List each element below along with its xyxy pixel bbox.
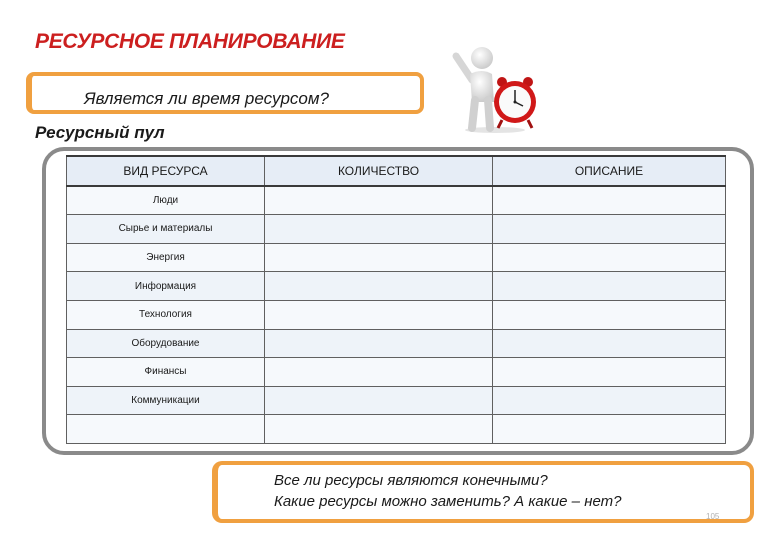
column-header: КОЛИЧЕСТВО bbox=[265, 156, 493, 186]
table-row bbox=[67, 243, 726, 272]
quantity-cell bbox=[265, 243, 493, 272]
table-row bbox=[67, 300, 726, 329]
question-box-top bbox=[26, 72, 424, 114]
resource-type-cell bbox=[67, 415, 265, 444]
quantity-cell bbox=[265, 215, 493, 244]
page-title: РЕСУРСНОЕ ПЛАНИРОВАНИЕ bbox=[35, 30, 345, 53]
section-subtitle: Ресурсный пул bbox=[35, 123, 165, 142]
description-cell bbox=[493, 386, 726, 415]
description-cell bbox=[493, 243, 726, 272]
resource-type-cell: Оборудование bbox=[67, 329, 265, 358]
quantity-cell bbox=[265, 415, 493, 444]
description-cell bbox=[493, 358, 726, 387]
resource-type-cell: Коммуникации bbox=[67, 386, 265, 415]
quantity-cell bbox=[265, 300, 493, 329]
resource-type-cell: Сырье и материалы bbox=[67, 215, 265, 244]
description-cell bbox=[493, 215, 726, 244]
quantity-cell bbox=[265, 186, 493, 215]
description-cell bbox=[493, 415, 726, 444]
quantity-cell bbox=[265, 272, 493, 301]
description-cell bbox=[493, 186, 726, 215]
table-header-row bbox=[67, 156, 726, 186]
person-with-clock-icon bbox=[450, 42, 540, 134]
quantity-cell bbox=[265, 386, 493, 415]
question-box-bottom bbox=[212, 461, 754, 523]
description-cell bbox=[493, 272, 726, 301]
description-cell bbox=[493, 300, 726, 329]
table-row bbox=[67, 272, 726, 301]
resource-type-cell: Энергия bbox=[67, 243, 265, 272]
page-number: 105 bbox=[706, 512, 720, 521]
quantity-cell bbox=[265, 358, 493, 387]
column-header: ОПИСАНИЕ bbox=[493, 156, 726, 186]
quantity-cell bbox=[265, 329, 493, 358]
question-text: Какие ресурсы можно заменить? А какие – нет? bbox=[274, 493, 622, 510]
table-row bbox=[67, 415, 726, 444]
description-cell bbox=[493, 329, 726, 358]
resource-type-cell: Люди bbox=[67, 186, 265, 215]
question-text: Все ли ресурсы являются конечными? bbox=[274, 472, 548, 489]
table-row bbox=[67, 186, 726, 215]
resource-type-cell: Информация bbox=[67, 272, 265, 301]
table-row bbox=[67, 329, 726, 358]
table-row bbox=[67, 358, 726, 387]
table-row bbox=[67, 215, 726, 244]
column-header: ВИД РЕСУРСА bbox=[67, 156, 265, 186]
resource-type-cell: Финансы bbox=[67, 358, 265, 387]
question-text: Является ли время ресурсом? bbox=[84, 89, 329, 108]
resource-type-cell: Технология bbox=[67, 300, 265, 329]
table-row bbox=[67, 386, 726, 415]
resource-table bbox=[66, 155, 726, 444]
